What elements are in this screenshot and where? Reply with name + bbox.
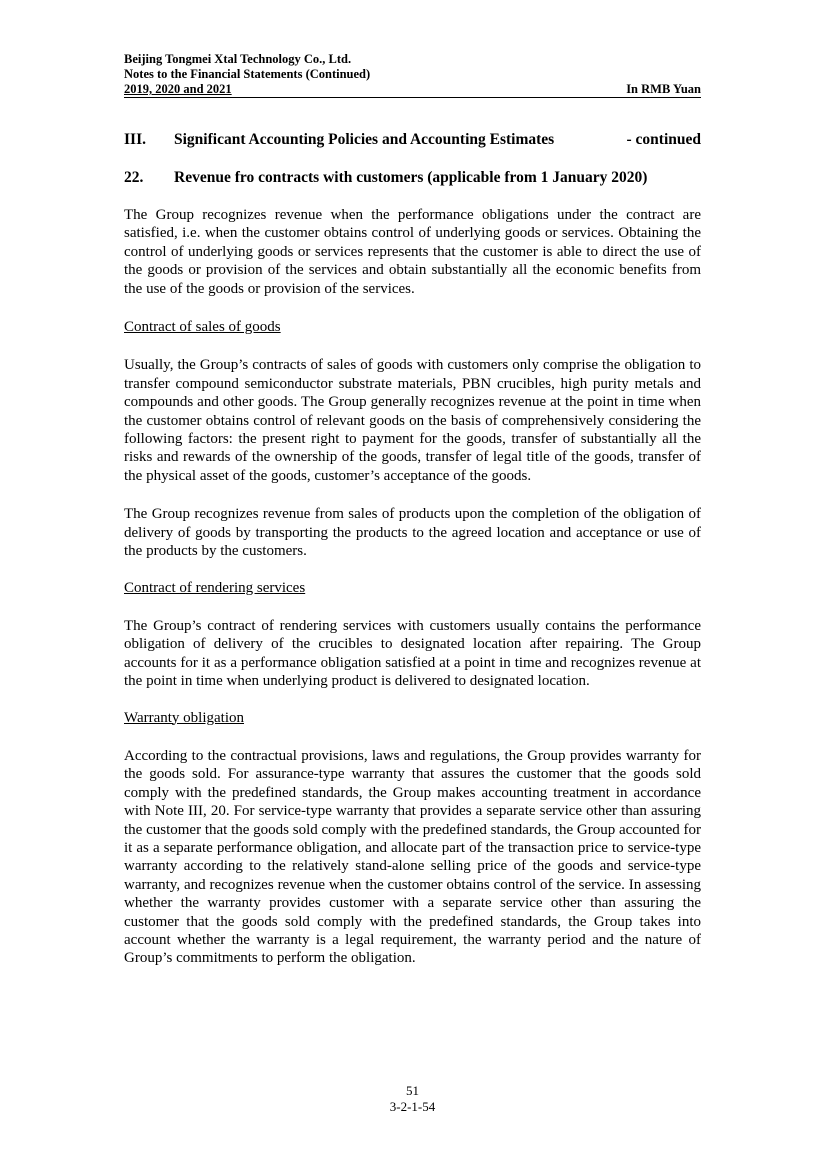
services-heading: Contract of rendering services [124,579,306,596]
header-period-row [124,82,701,98]
warranty-heading: Warranty obligation [124,709,245,726]
goods-heading-row [124,318,701,336]
reporting-period: 2019, 2020 and 2021 [124,82,232,96]
intro-paragraph: The Group recognizes revenue when the performance obligations under the contract are satisfied, i.e. when the customer obtains control of underlying goods or services. Obtaining the control of underlying goods or services represents that the customer is able to direct the use of the goods or provision of the services and obtain substantially all the economic benefits from the use of the goods or provision of the services. [124,207,701,297]
goods-heading: Contract of sales of goods [124,319,281,336]
notes-title: Notes to the Financial Statements (Continued) [124,67,371,81]
currency-label: In RMB Yuan [626,82,701,96]
goods-paragraph-1: Usually, the Group’s contracts of sales of goods with customers only comprise the obligation to transfer compound semiconductor substrate materials, PBN crucibles, high purity metals and compounds and other goods. The Group generally recognizes revenue at the point in time when the customer obtains control of relevant goods on the basis of comprehensively considering the following factors: the present right to payment for the goods, transfer of substantially all the risks and rewards of the ownership of the goods, transfer of legal title of the goods, transfer of the physical asset of the goods, customer’s acceptance of the goods. [124,357,701,484]
company-name: Beijing Tongmei Xtal Technology Co., Ltd. [124,52,352,66]
section-title: Significant Accounting Policies and Accounting Estimates [174,131,555,148]
services-heading-row [124,579,701,597]
services-paragraph-1: The Group’s contract of rendering services with customers usually contains the performance obligation of delivery of the crucibles to designated location after repairing. The Group accounts for it as a performance obligation satisfied at a point in time and recognizes revenue at the point in time when underlying product is delivered to designated location. [124,617,701,690]
section-number: III. [124,131,146,148]
subsection-title: Revenue fro contracts with customers (applicable from 1 January 2020) [174,169,648,186]
warranty-heading-row [124,709,701,727]
section-heading [124,130,701,150]
document-page [124,52,701,968]
goods-paragraph-2: The Group recognizes revenue from sales of products upon the completion of the obligation of delivery of goods by transporting the products to the agreed location and acceptance or use of the products by the customers. [124,506,701,560]
page-number: 51 [406,1083,419,1098]
subsection-number: 22. [124,169,144,186]
document-reference: 3-2-1-54 [389,1099,436,1114]
document-header [124,52,701,98]
section-continued: - continued [626,131,701,148]
subsection-heading [124,168,701,188]
warranty-paragraph-1: According to the contractual provisions, laws and regulations, the Group provides warranty for the goods sold. For assurance-type warranty that assures the customer that the goods sold comply with the predefined standards, the Group makes accounting treatment in accordance with Note III, 20. For service-type warranty that provides a separate service other than assuring the customer that the goods sold comply with the predefined standards, the Group accounted for it as a separate performance obligation, and allocate part of the transaction price to service-type warranty according to the relatively stand-alone selling price of the goods and service-type warranty, and recognizes revenue when the customer obtains control of the service. In assessing whether the warranty provides customer with a separate service other than assuring the customer that the goods sold comply with the predefined standards, the Group takes into account whether the warranty is a legal requirement, the warranty period and the nature of Group’s commitments to perform the obligation. [124,747,701,967]
